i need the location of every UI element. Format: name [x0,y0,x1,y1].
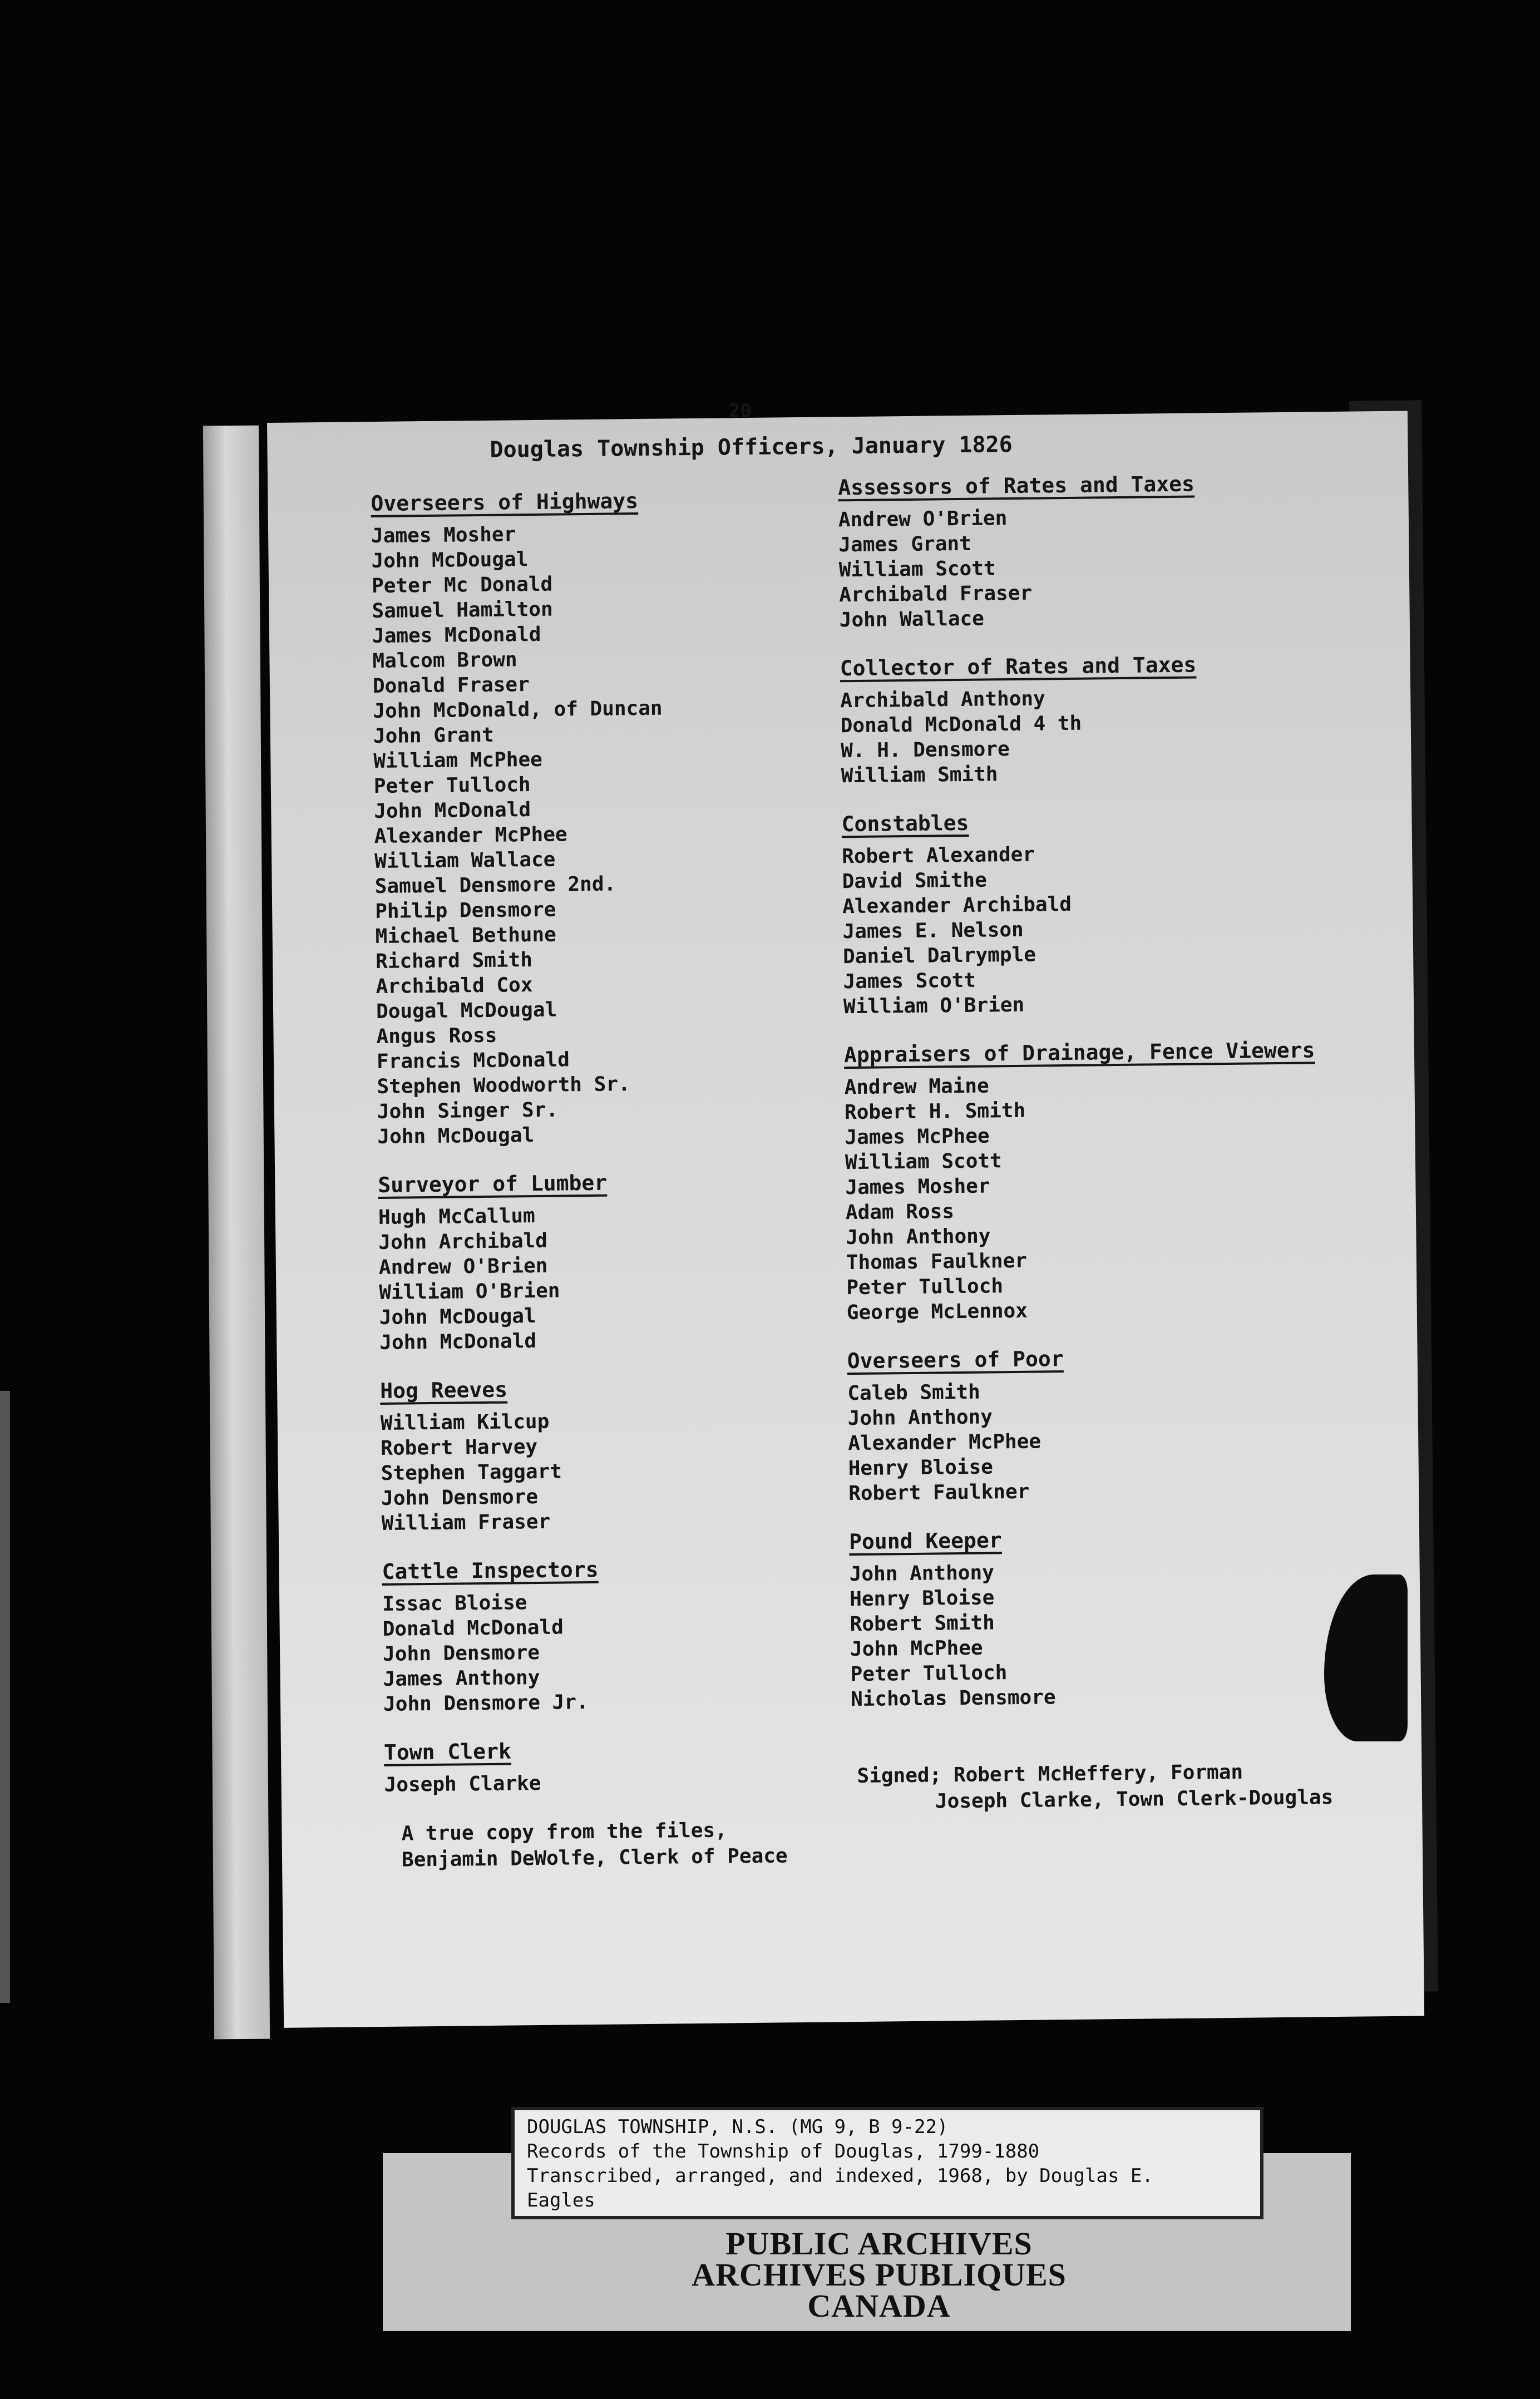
officer-name: Donald Fraser [372,673,530,698]
officer-section [844,1038,1348,1325]
film-left-edge [0,1391,10,2003]
officer-name: James Grant [838,532,971,557]
officer-name: John Anthony [847,1405,993,1430]
archive-label-line-4: Eagles [527,2189,595,2212]
officer-name-list [840,683,1342,788]
section-heading: Assessors of Rates and Taxes [838,471,1195,500]
officer-name: James Mosher [371,523,516,548]
officer-section [371,486,878,1149]
signed-line-1: Signed; Robert McHeffery, Forman [857,1760,1243,1788]
officer-name: Peter Mc Donald [371,572,553,598]
signature-block [857,1758,1333,1815]
section-heading: Cattle Inspectors [382,1557,599,1584]
officer-name: William Scott [838,557,996,582]
officer-section [849,1524,1351,1712]
officer-name: Peter Tulloch [846,1275,1004,1300]
officer-name-list [842,839,1344,1019]
officer-name: Adam Ross [845,1200,955,1225]
officer-name: Peter Tulloch [850,1661,1008,1686]
page-title: Douglas Township Officers, January 1826 [490,431,1013,463]
officer-name: John Anthony [846,1225,991,1250]
signed-line-2: Joseph Clarke, Town Clerk-Douglas [935,1786,1334,1813]
officer-name: Alexander McPhee [374,823,567,848]
officer-name: Andrew O'Brien [838,507,1008,532]
archive-label-card [515,2110,1260,2216]
officer-name: William Scott [845,1149,1002,1174]
officer-name: Malcom Brown [372,648,517,673]
officer-name: John Grant [373,723,494,748]
officer-name: John McDougal [377,1124,535,1148]
officer-name: Robert Faulkner [848,1480,1030,1505]
officer-name: Andrew O'Brien [378,1254,548,1279]
section-heading: Pound Keeper [848,1528,1002,1554]
officer-name: James E. Nelson [842,918,1024,944]
officer-name: Philip Densmore [374,898,556,924]
document-page [267,399,1424,2028]
stamp-line-1: PUBLIC ARCHIVES [725,2225,1033,2262]
officer-name: Donald McDonald 4 th [840,712,1082,738]
officer-name: David Smithe [842,868,987,894]
officer-section [380,1374,882,1536]
archive-label-line-2: Records of the Township of Douglas, 1799-1880 [527,2140,1040,2163]
section-heading: Overseers of Poor [847,1346,1064,1374]
officer-name: Issac Bloise [382,1591,527,1616]
stamp-line-3: CANADA [807,2288,951,2324]
officer-name: William Fraser [381,1510,551,1535]
officer-name: Robert Alexander [842,843,1035,868]
section-heading: Constables [841,810,969,837]
officer-name-list [378,1200,881,1355]
officer-name: John McDonald, of Duncan [373,697,663,723]
true-copy-line-1: A true copy from the files, [401,1819,727,1845]
officer-name: Peter Tulloch [373,773,531,798]
section-heading: Overseers of Highways [371,488,639,516]
officer-section [378,1168,880,1355]
officer-name: John Anthony [849,1561,995,1586]
officer-name: John Wallace [839,607,985,632]
right-column [838,470,1352,1735]
officer-name-list [849,1557,1351,1712]
officer-name: John Densmore [381,1485,539,1510]
officer-name: Dougal McDougal [376,998,557,1024]
officer-name: Michael Bethune [375,923,556,949]
officer-name: Archibald Anthony [840,687,1045,713]
archive-label-line-3: Transcribed, arranged, and indexed, 1968, by Douglas E. [527,2165,1153,2187]
officer-name: Stephen Woodworth Sr. [377,1073,630,1098]
officer-name: Angus Ross [376,1024,497,1049]
officer-name: Thomas Faulkner [846,1249,1028,1275]
film-strip [203,426,270,2040]
officer-name-list [384,1768,885,1798]
officer-name: Nicholas Densmore [850,1686,1056,1711]
officer-name-list [844,1070,1348,1325]
officer-name: John McDonald [379,1330,537,1354]
officer-name: Francis McDonald [376,1048,570,1073]
officer-name: Robert Harvey [381,1435,538,1460]
officer-section [840,651,1341,788]
officer-name: Alexander Archibald [842,892,1072,919]
true-copy-line-2: Benjamin DeWolfe, Clerk of Peace [401,1844,788,1872]
officer-name: John Densmore Jr. [383,1691,589,1716]
officer-name: William Kilcup [380,1410,550,1435]
left-column [371,486,885,1821]
officer-name: W. H. Densmore [841,738,1010,763]
officer-name: Henry Bloise [849,1586,995,1611]
officer-name: Robert Smith [850,1611,995,1636]
section-heading: Collector of Rates and Taxes [840,652,1197,681]
officer-name: Caleb Smith [847,1380,980,1405]
officer-name: Joseph Clarke [384,1771,541,1796]
officer-name: William Wallace [374,848,556,873]
officer-name-list [382,1587,884,1717]
officer-name: John Densmore [382,1641,540,1666]
officer-name: William O'Brien [843,993,1025,1019]
true-copy-note [401,1816,788,1873]
officer-name: John McPhee [850,1636,983,1661]
officer-name: John McDougal [379,1305,536,1329]
officer-name: John McDonald [374,798,531,823]
officer-section [841,807,1344,1019]
officer-name: James McDonald [372,623,541,648]
officer-name: William Smith [841,763,998,788]
officer-name-list [371,519,878,1149]
officer-name: John McDougal [371,548,529,573]
officer-name: Andrew Maine [844,1074,989,1099]
officer-name: Donald McDonald [382,1616,564,1641]
officer-name: Archibald Cox [376,974,533,999]
page-number: 20 [728,399,752,423]
officer-name: Daniel Dalrymple [842,943,1036,969]
section-heading: Town Clerk [383,1739,512,1765]
officer-name: James Scott [843,969,976,994]
officer-name-list [838,502,1340,633]
officer-name: Richard Smith [375,949,533,974]
officer-name: Archibald Fraser [839,581,1033,607]
officer-name-list [847,1376,1349,1506]
section-heading: Hog Reeves [380,1377,508,1403]
officer-name: George McLennox [846,1299,1028,1325]
officer-name: John Archibald [378,1229,548,1254]
officer-name-list [381,1406,882,1536]
officer-name: Hugh McCallum [378,1205,535,1229]
stamp-line-2: ARCHIVES PUBLIQUES [692,2257,1067,2293]
officer-name: John Singer Sr. [377,1098,559,1123]
section-heading: Surveyor of Lumber [378,1170,608,1197]
officer-name: Robert H. Smith [844,1099,1026,1124]
officer-name: James Mosher [845,1174,990,1200]
officer-name: Henry Bloise [848,1455,994,1480]
officer-name: James Anthony [383,1666,540,1691]
officer-name: Samuel Hamilton [372,598,553,623]
archive-label-line-1: DOUGLAS TOWNSHIP, N.S. (MG 9, B 9-22) [527,2116,949,2138]
section-heading: Appraisers of Drainage, Fence Viewers [843,1038,1315,1068]
officer-section [838,470,1340,633]
officer-name: James McPhee [845,1124,990,1149]
officer-name: Stephen Taggart [381,1460,562,1485]
officer-section [847,1344,1349,1506]
officer-name: William McPhee [373,748,543,773]
officer-name: Samuel Densmore 2nd. [374,872,616,899]
officer-name: William O'Brien [379,1279,560,1304]
officer-section [382,1554,884,1717]
public-archives-stamp [657,2225,1102,2324]
officer-section [384,1735,885,1798]
officer-name: Alexander McPhee [848,1430,1042,1455]
